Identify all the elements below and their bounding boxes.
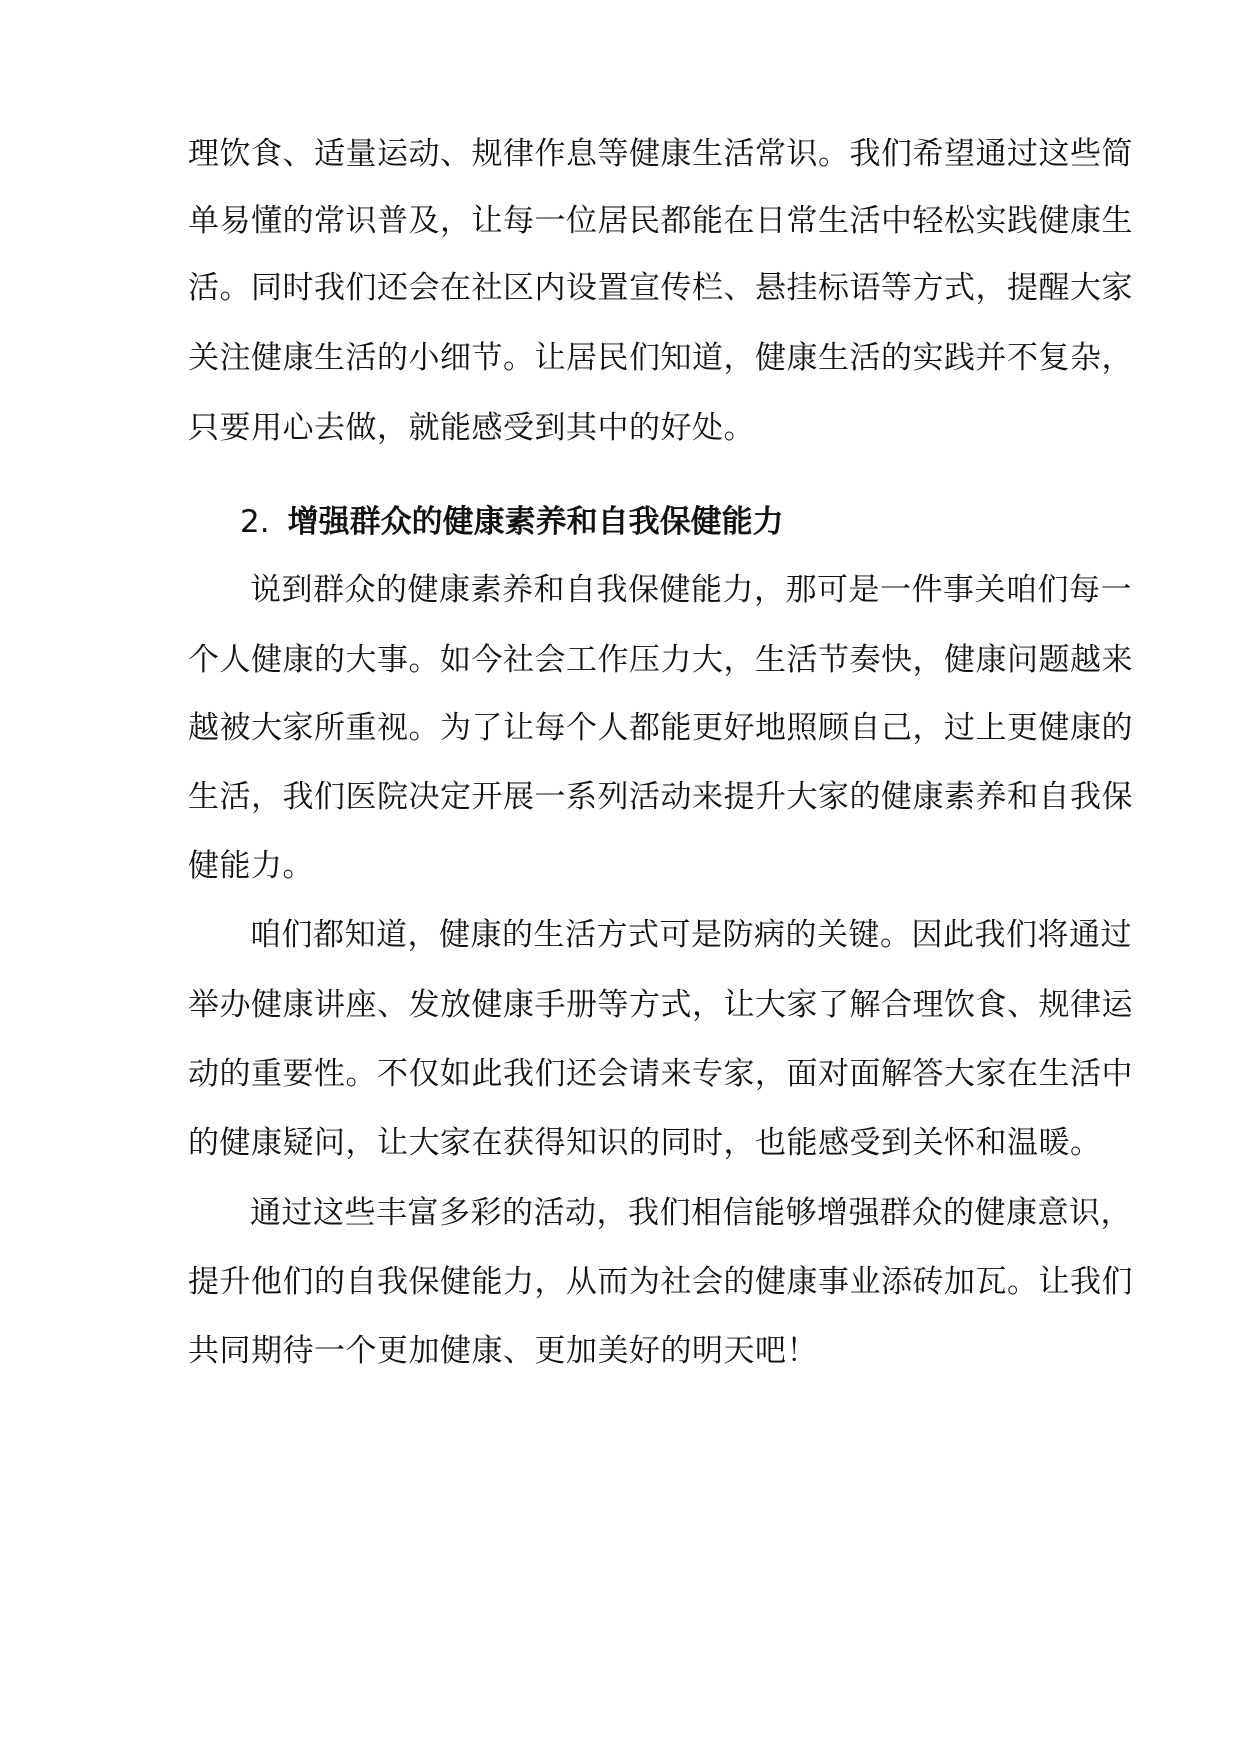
paragraph-2-line-4: 生活，我们医院决定开展一系列活动来提升大家的健康素养和自我保	[188, 779, 1133, 815]
paragraph-3-line-1: 咱们都知道，健康的生活方式可是防病的关键。因此我们将通过	[250, 917, 1132, 953]
paragraph-1-line-4: 关注健康生活的小细节。让居民们知道，健康生活的实践并不复杂，	[188, 340, 1133, 376]
paragraph-1-line-3: 活。同时我们还会在社区内设置宣传栏、悬挂标语等方式，提醒大家	[188, 270, 1133, 306]
paragraph-2-line-3: 越被大家所重视。为了让每个人都能更好地照顾自己，过上更健康的	[188, 710, 1133, 746]
paragraph-2-line-1: 说到群众的健康素养和自我保健能力，那可是一件事关咱们每一	[250, 572, 1132, 608]
section-2-title: 增强群众的健康素养和自我保健能力	[287, 504, 784, 540]
paragraph-4-line-2: 提升他们的自我保健能力，从而为社会的健康事业添砖加瓦。让我们	[188, 1264, 1133, 1300]
paragraph-4-line-1: 通过这些丰富多彩的活动，我们相信能够增强群众的健康意识，	[250, 1195, 1132, 1231]
paragraph-3-line-3: 动的重要性。不仅如此我们还会请来专家，面对面解答大家在生活中	[188, 1056, 1133, 1092]
paragraph-2-line-5: 健能力。	[188, 848, 314, 884]
paragraph-4-line-3: 共同期待一个更加健康、更加美好的明天吧！	[188, 1333, 818, 1369]
paragraph-1-line-2: 单易懂的常识普及，让每一位居民都能在日常生活中轻松实践健康生	[188, 203, 1133, 239]
paragraph-2-line-2: 个人健康的大事。如今社会工作压力大，生活节奏快，健康问题越来	[188, 642, 1133, 678]
section-2-number: 2.	[240, 504, 270, 540]
paragraph-1-line-1: 理饮食、适量运动、规律作息等健康生活常识。我们希望通过这些简	[188, 136, 1133, 172]
paragraph-1-line-5: 只要用心去做，就能感受到其中的好处。	[188, 410, 755, 446]
paragraph-3-line-2: 举办健康讲座、发放健康手册等方式，让大家了解合理饮食、规律运	[188, 987, 1133, 1023]
paragraph-3-line-4: 的健康疑问，让大家在获得知识的同时，也能感受到关怀和温暖。	[188, 1125, 1102, 1161]
section-2-heading	[240, 501, 784, 543]
